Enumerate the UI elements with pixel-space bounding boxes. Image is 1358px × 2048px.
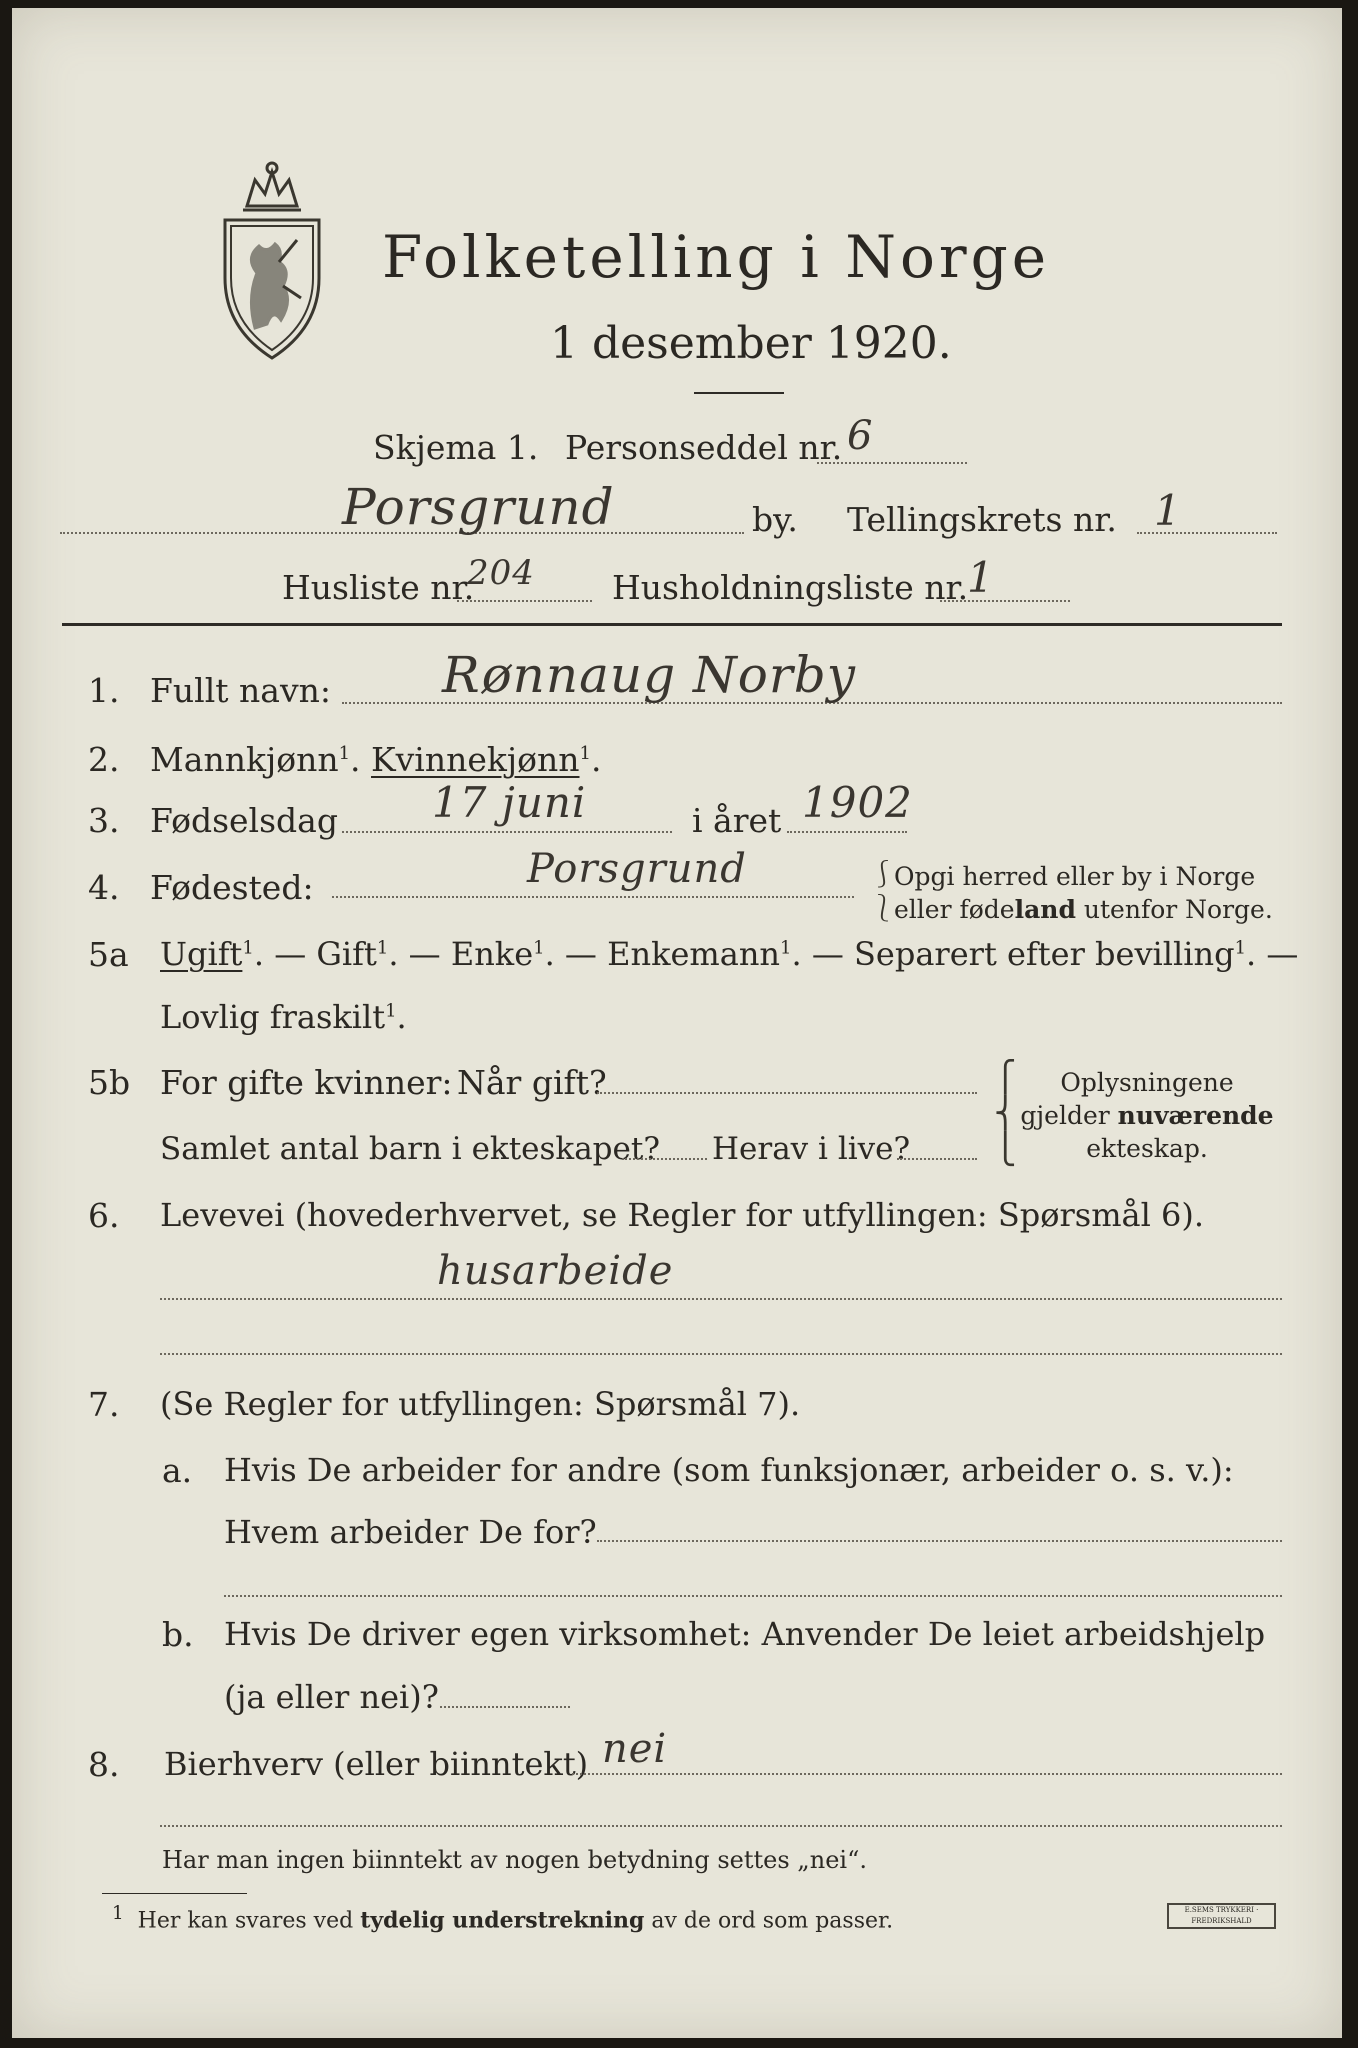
q3-birthday-value: 17 juni <box>432 778 587 827</box>
personseddel-label: Personseddel nr. <box>565 428 843 467</box>
q6-number: 6. <box>88 1196 120 1235</box>
husholdningsliste-label: Husholdningsliste nr. <box>612 568 969 607</box>
q5b-note: Oplysningene gjelder nuværende ekteskap. <box>1020 1068 1274 1163</box>
husliste-label: Husliste nr. <box>282 568 475 607</box>
q5b-number: 5b <box>88 1063 131 1102</box>
census-date: 1 desember 1920. <box>550 318 952 369</box>
header-rule <box>62 623 1282 626</box>
q8-line-1 <box>572 1773 1282 1775</box>
tellingskrets-value: 1 <box>1154 486 1182 535</box>
personseddel-line <box>817 462 967 464</box>
q7a-line-1 <box>597 1540 1282 1542</box>
q5a-enkemann-option: Enkemann <box>607 935 781 973</box>
q5b-label: For gifte kvinner: <box>160 1063 453 1102</box>
q7a-text: Hvis De arbeider for andre (som funksjonær, arbeider o. s. v.): <box>224 1451 1234 1489</box>
q4-line <box>332 896 854 898</box>
q5b-samlet-label: Samlet antal barn i ekteskapet? <box>160 1131 660 1167</box>
q3-label: Fødselsdag <box>150 801 338 840</box>
q4-label: Fødested: <box>150 868 314 907</box>
q1-label: Fullt navn: <box>150 671 331 710</box>
q5b-naar-gift-line <box>597 1092 977 1094</box>
form-title: Folketelling i Norge <box>382 223 1051 291</box>
q7-number: 7. <box>88 1385 120 1424</box>
q5b-naar-gift-label: Når gift? <box>457 1063 607 1102</box>
q6-occupation-value: husarbeide <box>437 1248 674 1294</box>
q3-year-line <box>787 831 907 833</box>
q5a-ugift-option: Ugift <box>160 935 243 973</box>
husliste-value: 204 <box>467 553 535 593</box>
q1-full-name-value: Rønnaug Norby <box>442 646 857 704</box>
q8-line-2 <box>160 1825 1282 1827</box>
q5a-gift-option: Gift <box>316 935 377 973</box>
q6-line-1 <box>160 1298 1282 1300</box>
q7b-number: b. <box>162 1615 194 1654</box>
title-divider <box>694 392 784 394</box>
q4-birthplace-value: Porsgrund <box>527 846 747 892</box>
census-form-sheet <box>12 8 1342 2038</box>
footer-note: Har man ingen biinntekt av nogen betydning settes „nei“. <box>162 1846 867 1874</box>
norwegian-coat-of-arms-icon <box>217 158 327 363</box>
q4-number: 4. <box>88 868 120 907</box>
q7a-line-2 <box>224 1595 1282 1597</box>
q1-number: 1. <box>88 671 120 710</box>
q4-note: Opgi herred eller by i Norge eller fødeland utenfor Norge. <box>894 862 1273 924</box>
q2-options: Mannkjønn$^1$. Kvinnekjønn$^1$. <box>150 740 602 779</box>
q5a-options: Ugift$^1$. — Gift$^1$. — Enke$^1$. — Enkemann$^1$. — Separert efter bevilling$^1$. — <box>160 935 1299 973</box>
city-value: Porsgrund <box>342 478 615 536</box>
q5a-number: 5a <box>88 935 129 974</box>
q2-female-option: Kvinnekjønn <box>371 740 580 779</box>
q8-number: 8. <box>88 1745 120 1784</box>
q6-label: Levevei (hovederhvervet, se Regler for utfyllingen: Spørsmål 6). <box>160 1196 1205 1234</box>
footnote-rule <box>102 1893 247 1894</box>
husholdningsliste-value: 1 <box>967 553 995 602</box>
by-label: by. <box>752 500 798 539</box>
q3-number: 3. <box>88 801 120 840</box>
printer-stamp: E.SEMS TRYKKERI · FREDRIKSHALD <box>1167 1903 1276 1929</box>
q8-label: Bierhverv (eller biinntekt) <box>164 1745 589 1783</box>
q7b-line <box>440 1706 570 1708</box>
q7b-text: Hvis De driver egen virksomhet: Anvender De leiet arbeidshjelp <box>224 1615 1266 1653</box>
q2-male-option: Mannkjønn <box>150 740 339 779</box>
q2-number: 2. <box>88 740 120 779</box>
q5a-lovlig-fraskilt-option: Lovlig fraskilt$^1$. <box>160 998 407 1036</box>
q6-line-2 <box>160 1353 1282 1355</box>
q5a-separert-option: Separert efter bevilling <box>854 935 1235 973</box>
tellingskrets-label: Tellingskrets nr. <box>847 500 1117 539</box>
q3-year-label: i året <box>692 801 782 840</box>
q7a-number: a. <box>162 1451 193 1490</box>
q4-brace: ⎰ ⎱ <box>870 860 897 924</box>
skjema-label: Skjema 1. <box>373 428 539 467</box>
q7b-question: (ja eller nei)? <box>224 1678 439 1716</box>
q5b-herav-line <box>897 1158 977 1160</box>
q3-day-line <box>342 831 672 833</box>
q8-side-income-value: nei <box>602 1726 668 1772</box>
husliste-line <box>457 600 592 602</box>
q5a-enke-option: Enke <box>450 935 534 973</box>
husholdningsliste-line <box>940 600 1070 602</box>
q7-label: (Se Regler for utfyllingen: Spørsmål 7). <box>160 1385 801 1423</box>
q5b-herav-label: Herav i live? <box>712 1131 911 1167</box>
personseddel-value: 6 <box>847 413 874 459</box>
footnote: $^1$ Her kan svares ved tydelig understrekning av de ord som passer. <box>112 1903 894 1934</box>
q5b-brace: ⎧ ⎨ ⎩ <box>994 1060 1017 1167</box>
q7a-question: Hvem arbeider De for? <box>224 1513 597 1551</box>
q5b-samlet-line <box>622 1158 707 1160</box>
q3-year-value: 1902 <box>802 778 913 827</box>
